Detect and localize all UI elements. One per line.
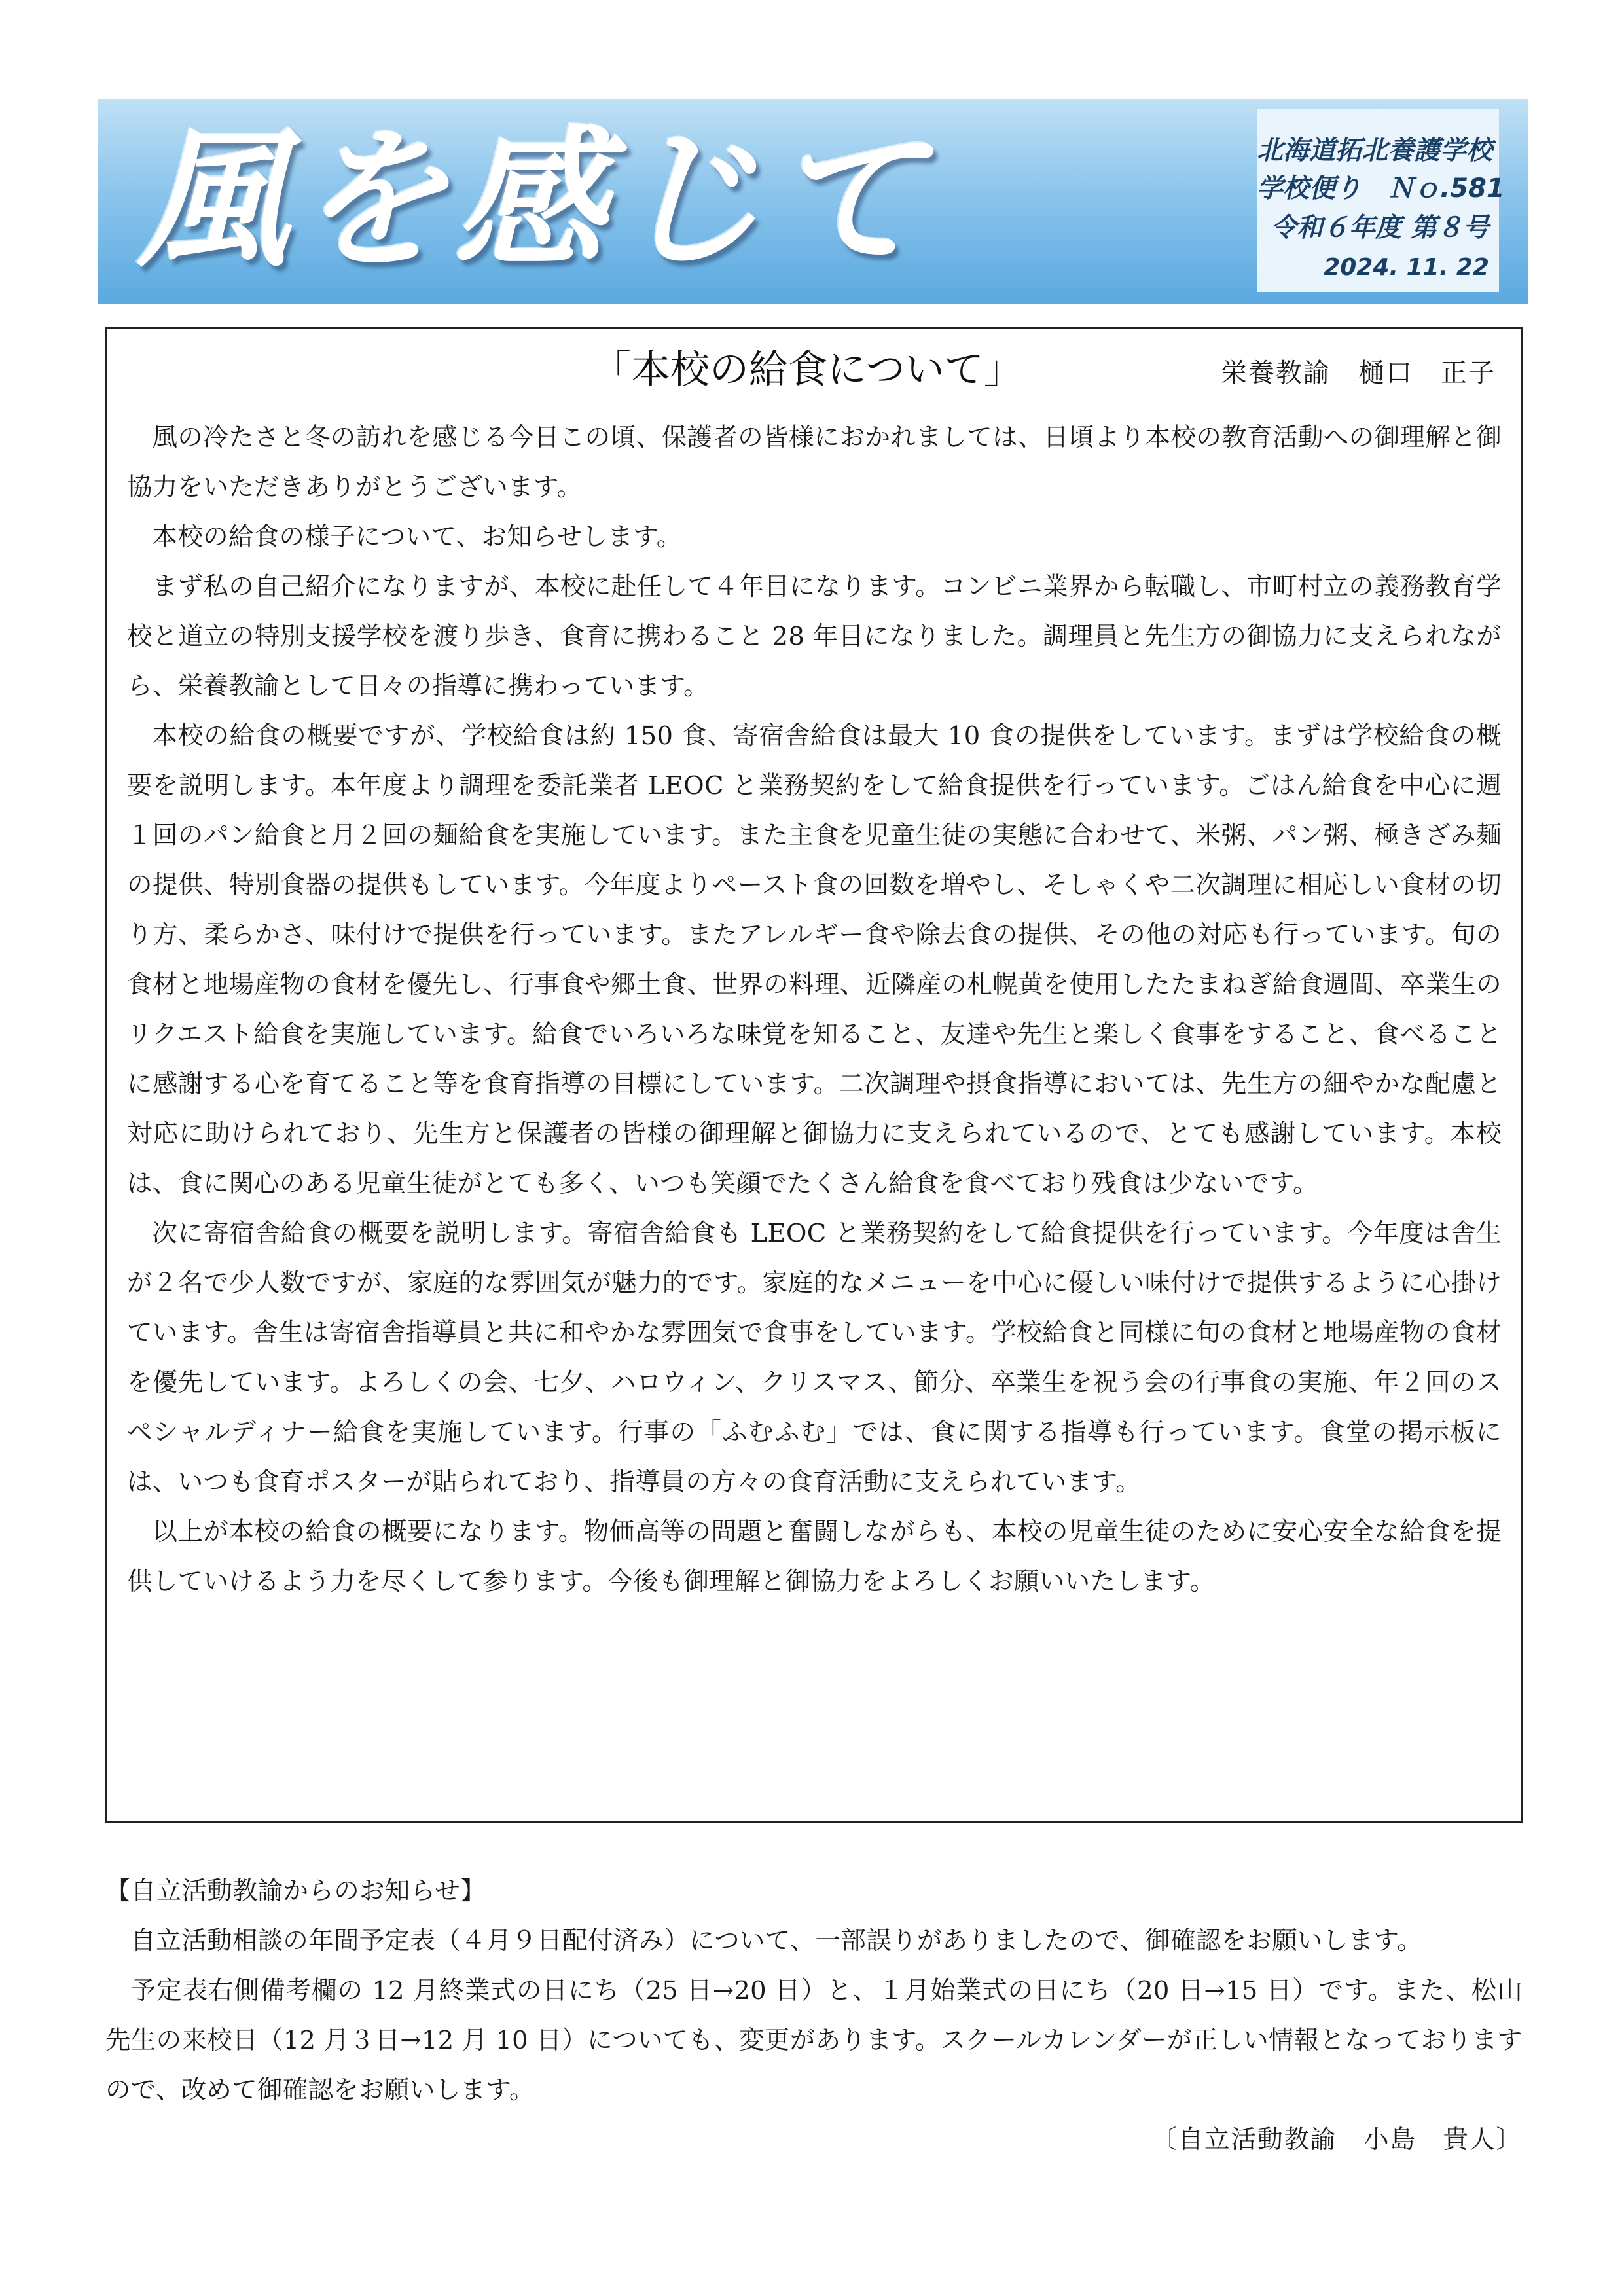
article-paragraph: 本校の給食の概要ですが、学校給食は約 150 食、寄宿舎給食は最大 10 食の提供をしています。まずは学校給食の概要を説明します。本年度より調理を委託業者 LEOC と業務契約をして給食提供を行っています。ごはん給食を中心に週１回のパン給食と月２回の麺給食を実施しています。また主食を児童生徒の実態に合わせて、米粥、パン粥、極きざみ麺の提供、特別食器の提供もしています。今年度よりペースト食の回数を増やし、そしゃくや二次調理に相応しい食材の切り方、柔らかさ、味付けで提供を行っています。またアレルギー食や除去食の提供、その他の対応も行っています。旬の食材と地場産物の食材を優先し、行事食や郷土食、世界の料理、近隣産の札幌黄を使用したたまねぎ給食週間、卒業生のリクエスト給食を実施しています。給食でいろいろな味覚を知ること、友達や先生と楽しく食事をすること、食べることに感謝する心を育てること等を食育指導の目標にしています。二次調理や摂食指導においては、先生方の細やかな配慮と対応に助けられており、先生方と保護者の皆様の御理解と御協力に支えられているので、とても感謝しています。本校は、食に関心のある児童生徒がとても多く、いつも笑顔でたくさん給食を食べており残食は少ないです。 <box>127 721 1502 1198</box>
article-paragraph: 以上が本校の給食の概要になります。物価高等の問題と奮闘しながらも、本校の児童生徒のために安心安全な給食を提供していけるよう力を尽くして参ります。今後も御理解と御協力をよろしくお願いいたします。 <box>127 1517 1502 1596</box>
notice-heading: 【自立活動教諭からのお知らせ】 <box>105 1876 486 1906</box>
article-paragraph: まず私の自己紹介になりますが、本校に赴任して４年目になります。コンビニ業界から転職し、市町村立の義務教育学校と道立の特別支援学校を渡り歩き、食育に携わること 28 年目になりました。調理員と先生方の御協力に支えられながら、栄養教諭として日々の指導に携わっています。 <box>127 572 1502 701</box>
school-name: 北海道拓北養護学校 <box>1257 135 1492 166</box>
article-title: 「本校の給食について」 <box>592 347 1023 393</box>
notice-signature: 〔自立活動教諭 小島 貴人〕 <box>1151 2125 1523 2155</box>
notice-section <box>105 1867 1523 2155</box>
notice-paragraph: 予定表右側備考欄の 12 月終業式の日にち（25 日→20 日）と、１月始業式の日にち（20 日→15 日）です。また、松山先生の来校日（12 月３日→12 月 10 日）についても、変更があります。スクールカレンダーが正しい情報となっておりますので、改めて御確認をお願いします。 <box>105 1976 1523 2105</box>
issue-volume: 令和６年度 第８号 <box>1271 213 1489 243</box>
article-frame <box>105 327 1523 1823</box>
notice-paragraph: 自立活動相談の年間予定表（４月９日配付済み）について、一部誤りがありましたので、御確認をお願いします。 <box>130 1926 1422 1956</box>
issue-date: 2024. 11. 22 <box>1324 254 1489 281</box>
article-paragraph: 風の冷たさと冬の訪れを感じる今日この頃、保護者の皆様におかれましては、日頃より本校の教育活動への御理解と御協力をいただきありがとうございます。 <box>127 423 1502 502</box>
article-body <box>127 413 1502 1607</box>
article-paragraph: 次に寄宿舎給食の概要を説明します。寄宿舎給食も LEOC と業務契約をして給食提供を行っています。今年度は舎生が２名で少人数ですが、家庭的な雰囲気が魅力的です。家庭的なメニューを中心に優しい味付けで提供するように心掛けています。舎生は寄宿舎指導員と共に和やかな雰囲気で食事をしています。学校給食と同様に旬の食材と地場産物の食材を優先しています。よろしくの会、七夕、ハロウィン、クリスマス、節分、卒業生を祝う会の行事食の実施、年２回のスペシャルディナー給食を実施しています。行事の「ふむふむ」では、食に関する指導も行っています。食堂の掲示板には、いつも食育ポスターが貼られており、指導員の方々の食育活動に支えられています。 <box>127 1219 1502 1497</box>
header-banner <box>98 99 1528 304</box>
issue-number: 学校便り Ｎｏ.581 <box>1257 173 1505 204</box>
article-author: 栄養教諭 樋口 正子 <box>1221 358 1496 388</box>
issue-info-box <box>1257 109 1505 292</box>
newsletter-title: 風を感じて <box>137 113 929 288</box>
article-paragraph: 本校の給食の様子について、お知らせします。 <box>152 522 682 552</box>
